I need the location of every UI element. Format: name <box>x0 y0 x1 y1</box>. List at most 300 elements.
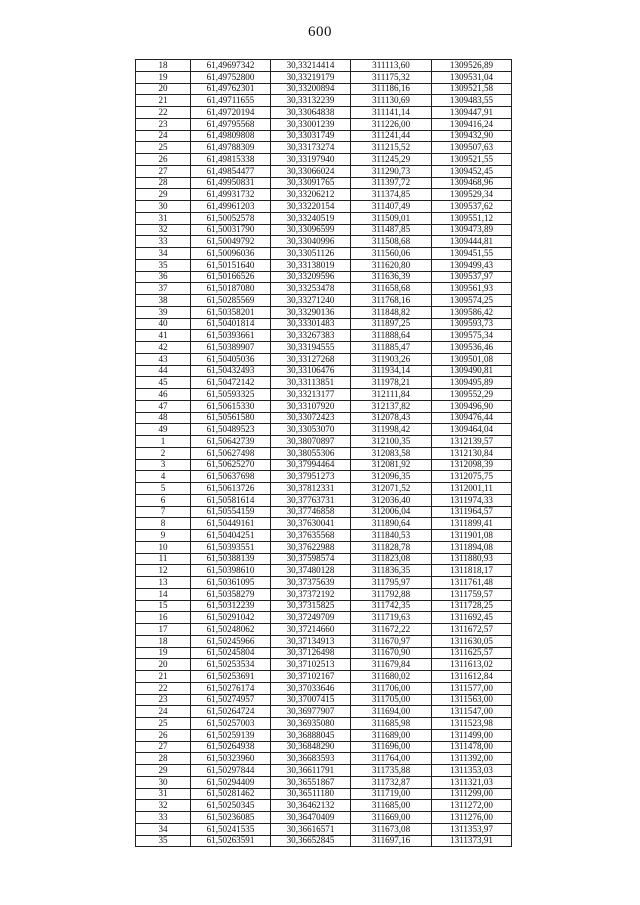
latitude-cell: 61,50388139 <box>191 553 271 565</box>
longitude-cell: 30,36511180 <box>271 788 351 800</box>
table-row <box>136 118 512 130</box>
y-coordinate-cell: 1311276,00 <box>432 812 512 824</box>
latitude-cell: 61,50264724 <box>191 706 271 718</box>
latitude-cell: 61,50187080 <box>191 283 271 295</box>
y-coordinate-cell: 1309496,90 <box>432 400 512 412</box>
latitude-cell: 61,50096036 <box>191 248 271 260</box>
x-coordinate-cell: 311130,69 <box>351 95 432 107</box>
x-coordinate-cell: 311903,26 <box>351 353 432 365</box>
y-coordinate-cell: 1309468,96 <box>432 177 512 189</box>
point-number-cell: 20 <box>136 659 191 671</box>
table-row <box>136 189 512 201</box>
point-number-cell: 19 <box>136 71 191 83</box>
longitude-cell: 30,33064838 <box>271 107 351 119</box>
latitude-cell: 61,49961203 <box>191 201 271 213</box>
y-coordinate-cell: 1312098,39 <box>432 459 512 471</box>
latitude-cell: 61,50297844 <box>191 765 271 777</box>
longitude-cell: 30,37951273 <box>271 471 351 483</box>
x-coordinate-cell: 311658,68 <box>351 283 432 295</box>
longitude-cell: 30,37375639 <box>271 577 351 589</box>
table-row <box>136 506 512 518</box>
latitude-cell: 61,50554159 <box>191 506 271 518</box>
x-coordinate-cell: 311508,68 <box>351 236 432 248</box>
latitude-cell: 61,50274957 <box>191 694 271 706</box>
point-number-cell: 36 <box>136 271 191 283</box>
x-coordinate-cell: 311934,14 <box>351 365 432 377</box>
x-coordinate-cell: 311560,06 <box>351 248 432 260</box>
latitude-cell: 61,50449161 <box>191 518 271 530</box>
table-row <box>136 729 512 741</box>
longitude-cell: 30,33072423 <box>271 412 351 424</box>
table-row <box>136 553 512 565</box>
x-coordinate-cell: 311998,42 <box>351 424 432 436</box>
point-number-cell: 30 <box>136 201 191 213</box>
latitude-cell: 61,50285569 <box>191 295 271 307</box>
table-row <box>136 812 512 824</box>
table-row <box>136 154 512 166</box>
x-coordinate-cell: 311742,35 <box>351 600 432 612</box>
point-number-cell: 12 <box>136 565 191 577</box>
longitude-cell: 30,37630041 <box>271 518 351 530</box>
point-number-cell: 46 <box>136 389 191 401</box>
point-number-cell: 32 <box>136 224 191 236</box>
y-coordinate-cell: 1311899,41 <box>432 518 512 530</box>
y-coordinate-cell: 1311547,00 <box>432 706 512 718</box>
y-coordinate-cell: 1312130,84 <box>432 447 512 459</box>
y-coordinate-cell: 1311577,00 <box>432 682 512 694</box>
latitude-cell: 61,50432493 <box>191 365 271 377</box>
y-coordinate-cell: 1311818,17 <box>432 565 512 577</box>
point-number-cell: 14 <box>136 588 191 600</box>
y-coordinate-cell: 1311478,00 <box>432 741 512 753</box>
longitude-cell: 30,33214414 <box>271 60 351 72</box>
y-coordinate-cell: 1311563,00 <box>432 694 512 706</box>
point-number-cell: 27 <box>136 741 191 753</box>
table-row <box>136 541 512 553</box>
x-coordinate-cell: 311696,00 <box>351 741 432 753</box>
latitude-cell: 61,50642739 <box>191 436 271 448</box>
y-coordinate-cell: 1311499,00 <box>432 729 512 741</box>
table-row <box>136 389 512 401</box>
latitude-cell: 61,50393551 <box>191 541 271 553</box>
table-row <box>136 447 512 459</box>
latitude-cell: 61,49931732 <box>191 189 271 201</box>
longitude-cell: 30,33091765 <box>271 177 351 189</box>
table-row <box>136 530 512 542</box>
point-number-cell: 27 <box>136 165 191 177</box>
y-coordinate-cell: 1311630,05 <box>432 635 512 647</box>
point-number-cell: 16 <box>136 612 191 624</box>
y-coordinate-cell: 1309444,81 <box>432 236 512 248</box>
longitude-cell: 30,33001239 <box>271 118 351 130</box>
y-coordinate-cell: 1311625,57 <box>432 647 512 659</box>
latitude-cell: 61,50250345 <box>191 800 271 812</box>
latitude-cell: 61,50358201 <box>191 306 271 318</box>
longitude-cell: 30,33051126 <box>271 248 351 260</box>
longitude-cell: 30,37812331 <box>271 483 351 495</box>
table-row <box>136 600 512 612</box>
y-coordinate-cell: 1311612,84 <box>432 671 512 683</box>
y-coordinate-cell: 1309473,89 <box>432 224 512 236</box>
longitude-cell: 30,33127268 <box>271 353 351 365</box>
table-row <box>136 283 512 295</box>
point-number-cell: 37 <box>136 283 191 295</box>
y-coordinate-cell: 1311373,91 <box>432 835 512 847</box>
x-coordinate-cell: 312100,35 <box>351 436 432 448</box>
x-coordinate-cell: 312096,35 <box>351 471 432 483</box>
latitude-cell: 61,50294409 <box>191 776 271 788</box>
point-number-cell: 18 <box>136 60 191 72</box>
latitude-cell: 61,50052578 <box>191 212 271 224</box>
y-coordinate-cell: 1311894,08 <box>432 541 512 553</box>
longitude-cell: 30,36551867 <box>271 776 351 788</box>
x-coordinate-cell: 312078,43 <box>351 412 432 424</box>
table-row <box>136 706 512 718</box>
table-row <box>136 624 512 636</box>
y-coordinate-cell: 1309537,97 <box>432 271 512 283</box>
x-coordinate-cell: 311670,97 <box>351 635 432 647</box>
longitude-cell: 30,37033646 <box>271 682 351 694</box>
longitude-cell: 30,37622988 <box>271 541 351 553</box>
longitude-cell: 30,33106476 <box>271 365 351 377</box>
point-number-cell: 28 <box>136 753 191 765</box>
point-number-cell: 28 <box>136 177 191 189</box>
latitude-cell: 61,50253691 <box>191 671 271 683</box>
latitude-cell: 61,50031790 <box>191 224 271 236</box>
y-coordinate-cell: 1309526,89 <box>432 60 512 72</box>
longitude-cell: 30,33197940 <box>271 154 351 166</box>
longitude-cell: 30,33209596 <box>271 271 351 283</box>
latitude-cell: 61,50049792 <box>191 236 271 248</box>
table-row <box>136 212 512 224</box>
point-number-cell: 20 <box>136 83 191 95</box>
latitude-cell: 61,50291042 <box>191 612 271 624</box>
latitude-cell: 61,50489523 <box>191 424 271 436</box>
y-coordinate-cell: 1311299,00 <box>432 788 512 800</box>
point-number-cell: 35 <box>136 259 191 271</box>
x-coordinate-cell: 312081,92 <box>351 459 432 471</box>
table-row <box>136 753 512 765</box>
y-coordinate-cell: 1309561,93 <box>432 283 512 295</box>
x-coordinate-cell: 311509,01 <box>351 212 432 224</box>
x-coordinate-cell: 311735,88 <box>351 765 432 777</box>
x-coordinate-cell: 311897,25 <box>351 318 432 330</box>
table-row <box>136 565 512 577</box>
latitude-cell: 61,50361095 <box>191 577 271 589</box>
x-coordinate-cell: 311673,08 <box>351 823 432 835</box>
latitude-cell: 61,50245804 <box>191 647 271 659</box>
longitude-cell: 30,37007415 <box>271 694 351 706</box>
table-row <box>136 330 512 342</box>
x-coordinate-cell: 311828,78 <box>351 541 432 553</box>
table-row <box>136 60 512 72</box>
longitude-cell: 30,37994464 <box>271 459 351 471</box>
longitude-cell: 30,37315825 <box>271 600 351 612</box>
table-row <box>136 471 512 483</box>
point-number-cell: 31 <box>136 212 191 224</box>
x-coordinate-cell: 311241,44 <box>351 130 432 142</box>
table-row <box>136 588 512 600</box>
latitude-cell: 61,49711655 <box>191 95 271 107</box>
point-number-cell: 33 <box>136 812 191 824</box>
longitude-cell: 30,37746858 <box>271 506 351 518</box>
latitude-cell: 61,49697342 <box>191 60 271 72</box>
table-row <box>136 271 512 283</box>
table-row <box>136 83 512 95</box>
x-coordinate-cell: 311823,08 <box>351 553 432 565</box>
x-coordinate-cell: 311890,64 <box>351 518 432 530</box>
x-coordinate-cell: 311694,00 <box>351 706 432 718</box>
y-coordinate-cell: 1312001,11 <box>432 483 512 495</box>
y-coordinate-cell: 1309499,43 <box>432 259 512 271</box>
x-coordinate-cell: 311697,16 <box>351 835 432 847</box>
point-number-cell: 22 <box>136 107 191 119</box>
y-coordinate-cell: 1311272,00 <box>432 800 512 812</box>
table-row <box>136 365 512 377</box>
table-row <box>136 130 512 142</box>
x-coordinate-cell: 311186,16 <box>351 83 432 95</box>
point-number-cell: 31 <box>136 788 191 800</box>
latitude-cell: 61,50627498 <box>191 447 271 459</box>
x-coordinate-cell: 311705,00 <box>351 694 432 706</box>
table-row <box>136 107 512 119</box>
y-coordinate-cell: 1309531,04 <box>432 71 512 83</box>
y-coordinate-cell: 1311761,48 <box>432 577 512 589</box>
longitude-cell: 30,37480128 <box>271 565 351 577</box>
table-row <box>136 682 512 694</box>
latitude-cell: 61,50389907 <box>191 342 271 354</box>
x-coordinate-cell: 311672,22 <box>351 624 432 636</box>
y-coordinate-cell: 1311523,98 <box>432 718 512 730</box>
point-number-cell: 40 <box>136 318 191 330</box>
table-row <box>136 424 512 436</box>
point-number-cell: 32 <box>136 800 191 812</box>
point-number-cell: 47 <box>136 400 191 412</box>
y-coordinate-cell: 1311728,25 <box>432 600 512 612</box>
latitude-cell: 61,49795568 <box>191 118 271 130</box>
x-coordinate-cell: 311620,80 <box>351 259 432 271</box>
latitude-cell: 61,50625270 <box>191 459 271 471</box>
x-coordinate-cell: 311397,72 <box>351 177 432 189</box>
table-row <box>136 612 512 624</box>
x-coordinate-cell: 311670,90 <box>351 647 432 659</box>
table-row <box>136 459 512 471</box>
x-coordinate-cell: 312111,84 <box>351 389 432 401</box>
latitude-cell: 61,50323960 <box>191 753 271 765</box>
longitude-cell: 30,36616571 <box>271 823 351 835</box>
y-coordinate-cell: 1309521,55 <box>432 154 512 166</box>
point-number-cell: 29 <box>136 189 191 201</box>
table-row <box>136 436 512 448</box>
table-row <box>136 765 512 777</box>
y-coordinate-cell: 1311974,33 <box>432 494 512 506</box>
table-row <box>136 647 512 659</box>
longitude-cell: 30,33173274 <box>271 142 351 154</box>
latitude-cell: 61,49720194 <box>191 107 271 119</box>
latitude-cell: 61,50264938 <box>191 741 271 753</box>
point-number-cell: 26 <box>136 729 191 741</box>
longitude-cell: 30,37126498 <box>271 647 351 659</box>
point-number-cell: 39 <box>136 306 191 318</box>
longitude-cell: 30,36848290 <box>271 741 351 753</box>
point-number-cell: 8 <box>136 518 191 530</box>
longitude-cell: 30,33107920 <box>271 400 351 412</box>
x-coordinate-cell: 311679,84 <box>351 659 432 671</box>
longitude-cell: 30,37102513 <box>271 659 351 671</box>
longitude-cell: 30,33213177 <box>271 389 351 401</box>
point-number-cell: 29 <box>136 765 191 777</box>
table-row <box>136 741 512 753</box>
longitude-cell: 30,38055306 <box>271 447 351 459</box>
table-row <box>136 306 512 318</box>
latitude-cell: 61,49854477 <box>191 165 271 177</box>
latitude-cell: 61,50581614 <box>191 494 271 506</box>
longitude-cell: 30,37134913 <box>271 635 351 647</box>
table-row <box>136 671 512 683</box>
latitude-cell: 61,50637698 <box>191 471 271 483</box>
x-coordinate-cell: 311792,88 <box>351 588 432 600</box>
x-coordinate-cell: 311978,21 <box>351 377 432 389</box>
latitude-cell: 61,49752800 <box>191 71 271 83</box>
table-row <box>136 318 512 330</box>
y-coordinate-cell: 1309464,04 <box>432 424 512 436</box>
x-coordinate-cell: 311680,02 <box>351 671 432 683</box>
y-coordinate-cell: 1311672,57 <box>432 624 512 636</box>
latitude-cell: 61,50312239 <box>191 600 271 612</box>
table-row <box>136 236 512 248</box>
longitude-cell: 30,33066024 <box>271 165 351 177</box>
x-coordinate-cell: 311113,60 <box>351 60 432 72</box>
point-number-cell: 1 <box>136 436 191 448</box>
point-number-cell: 21 <box>136 671 191 683</box>
point-number-cell: 30 <box>136 776 191 788</box>
x-coordinate-cell: 311836,35 <box>351 565 432 577</box>
latitude-cell: 61,50393661 <box>191 330 271 342</box>
longitude-cell: 30,33267383 <box>271 330 351 342</box>
y-coordinate-cell: 1312075,75 <box>432 471 512 483</box>
x-coordinate-cell: 311685,00 <box>351 800 432 812</box>
longitude-cell: 30,36470409 <box>271 812 351 824</box>
x-coordinate-cell: 311226,00 <box>351 118 432 130</box>
table-row <box>136 165 512 177</box>
x-coordinate-cell: 311888,64 <box>351 330 432 342</box>
latitude-cell: 61,49950831 <box>191 177 271 189</box>
table-row <box>136 694 512 706</box>
table-row <box>136 248 512 260</box>
longitude-cell: 30,36935080 <box>271 718 351 730</box>
latitude-cell: 61,50281462 <box>191 788 271 800</box>
point-number-cell: 10 <box>136 541 191 553</box>
latitude-cell: 61,50401814 <box>191 318 271 330</box>
point-number-cell: 24 <box>136 706 191 718</box>
longitude-cell: 30,36611791 <box>271 765 351 777</box>
y-coordinate-cell: 1309476,44 <box>432 412 512 424</box>
latitude-cell: 61,50404251 <box>191 530 271 542</box>
longitude-cell: 30,37102167 <box>271 671 351 683</box>
point-number-cell: 21 <box>136 95 191 107</box>
point-number-cell: 34 <box>136 823 191 835</box>
point-number-cell: 43 <box>136 353 191 365</box>
table-row <box>136 659 512 671</box>
y-coordinate-cell: 1309593,73 <box>432 318 512 330</box>
point-number-cell: 22 <box>136 682 191 694</box>
table-row <box>136 142 512 154</box>
y-coordinate-cell: 1311901,08 <box>432 530 512 542</box>
y-coordinate-cell: 1311392,00 <box>432 753 512 765</box>
longitude-cell: 30,38070897 <box>271 436 351 448</box>
longitude-cell: 30,33138019 <box>271 259 351 271</box>
table-row <box>136 295 512 307</box>
x-coordinate-cell: 311795,97 <box>351 577 432 589</box>
longitude-cell: 30,33113851 <box>271 377 351 389</box>
point-number-cell: 35 <box>136 835 191 847</box>
y-coordinate-cell: 1311613,02 <box>432 659 512 671</box>
latitude-cell: 61,49815338 <box>191 154 271 166</box>
longitude-cell: 30,37598574 <box>271 553 351 565</box>
y-coordinate-cell: 1311964,57 <box>432 506 512 518</box>
y-coordinate-cell: 1309574,25 <box>432 295 512 307</box>
table-row <box>136 577 512 589</box>
y-coordinate-cell: 1309586,42 <box>432 306 512 318</box>
longitude-cell: 30,33053070 <box>271 424 351 436</box>
latitude-cell: 61,50398610 <box>191 565 271 577</box>
coordinates-table <box>135 59 512 847</box>
y-coordinate-cell: 1311321,03 <box>432 776 512 788</box>
point-number-cell: 41 <box>136 330 191 342</box>
point-number-cell: 9 <box>136 530 191 542</box>
y-coordinate-cell: 1309551,12 <box>432 212 512 224</box>
y-coordinate-cell: 1309575,34 <box>432 330 512 342</box>
longitude-cell: 30,36888045 <box>271 729 351 741</box>
latitude-cell: 61,49809808 <box>191 130 271 142</box>
latitude-cell: 61,50613726 <box>191 483 271 495</box>
table-row <box>136 788 512 800</box>
latitude-cell: 61,50241535 <box>191 823 271 835</box>
y-coordinate-cell: 1311353,97 <box>432 823 512 835</box>
latitude-cell: 61,50259139 <box>191 729 271 741</box>
latitude-cell: 61,50253534 <box>191 659 271 671</box>
longitude-cell: 30,33290136 <box>271 306 351 318</box>
latitude-cell: 61,49788309 <box>191 142 271 154</box>
x-coordinate-cell: 312006,04 <box>351 506 432 518</box>
x-coordinate-cell: 311636,39 <box>351 271 432 283</box>
point-number-cell: 25 <box>136 718 191 730</box>
point-number-cell: 4 <box>136 471 191 483</box>
latitude-cell: 61,50472142 <box>191 377 271 389</box>
point-number-cell: 6 <box>136 494 191 506</box>
point-number-cell: 5 <box>136 483 191 495</box>
point-number-cell: 23 <box>136 118 191 130</box>
latitude-cell: 61,50151640 <box>191 259 271 271</box>
x-coordinate-cell: 311706,00 <box>351 682 432 694</box>
y-coordinate-cell: 1309521,58 <box>432 83 512 95</box>
table-row <box>136 776 512 788</box>
x-coordinate-cell: 311374,85 <box>351 189 432 201</box>
point-number-cell: 3 <box>136 459 191 471</box>
longitude-cell: 30,33301483 <box>271 318 351 330</box>
table-row <box>136 823 512 835</box>
x-coordinate-cell: 312083,58 <box>351 447 432 459</box>
longitude-cell: 30,36652845 <box>271 835 351 847</box>
point-number-cell: 11 <box>136 553 191 565</box>
coordinates-table-body <box>136 60 512 847</box>
latitude-cell: 61,50257003 <box>191 718 271 730</box>
x-coordinate-cell: 312071,52 <box>351 483 432 495</box>
y-coordinate-cell: 1311759,57 <box>432 588 512 600</box>
latitude-cell: 61,50561580 <box>191 412 271 424</box>
latitude-cell: 61,50276174 <box>191 682 271 694</box>
longitude-cell: 30,33271240 <box>271 295 351 307</box>
